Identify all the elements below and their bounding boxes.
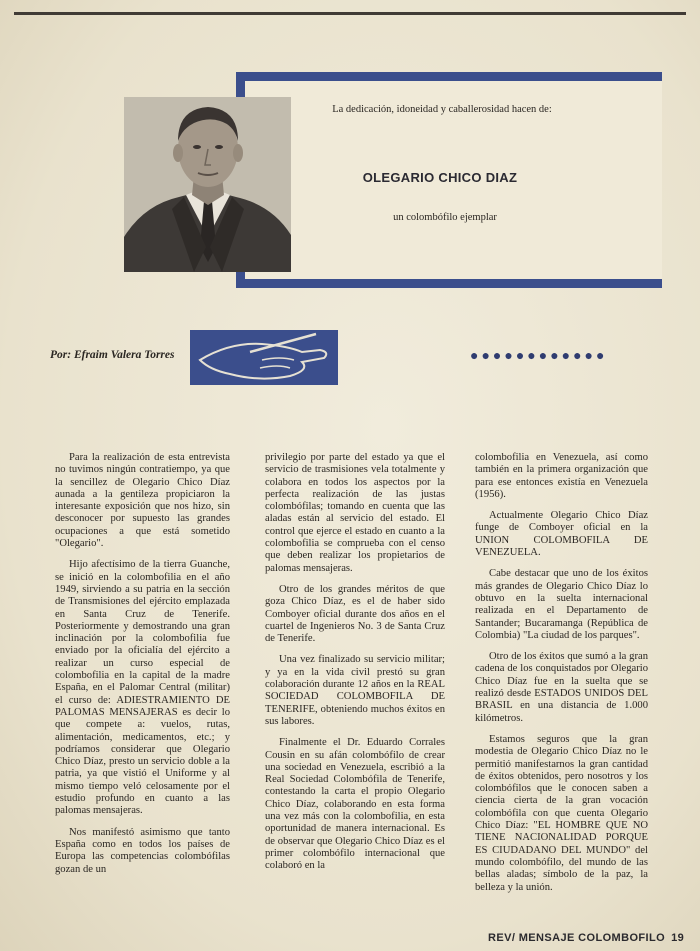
- page-footer: [488, 932, 684, 944]
- paragraph: Estamos seguros que la gran modestia de Olegario Chico Díaz no le permitió manifestarnos la gran cantidad de éxitos obtenidos, pero nosotros y los colombófilos que le conocen saben a ciencia cierta de la gran vocación colombófila con que cuenta Olegario Chico Díaz: "EL HOMBRE QUE NO TIENE NACIONALIDAD PORQUE ES CIUDADANO DEL MUNDO" del mundo colombófilo, del mundo de las bellas aladas; símbolo de la paz, la belleza y la unión.: [475, 733, 648, 893]
- paragraph: Finalmente el Dr. Eduardo Corrales Cousin en su afán colombófilo de crear una sociedad en Venezuela, escribió a la Real Sociedad Colombófila de Tenerife, contestando la carta el propio Olegario Chico Díaz, colaborando en esta forma una vez más con la colombofilia, en esta oportunidad de manera internacional. Es de observar que Olegario Chico Díaz es el primer colombófilo internacional que colaboró en la: [265, 737, 445, 872]
- paragraph: Para la realización de esta entrevista no tuvimos ningún contratiempo, ya que la sencillez de Olegario Chico Díaz aunada a la gentileza propiciaron la interesante exposición que nos hizo, sin desconocer por supuesto las grandes ocupaciones a que está sometido "Olegario".: [55, 452, 230, 550]
- header-intro: La dedicación, idoneidad y caballerosidad hacen de:: [332, 104, 552, 115]
- text-column-1: [55, 452, 230, 885]
- text-column-3: [475, 452, 648, 903]
- paragraph: privilegio por parte del estado ya que el servicio de trasmisiones vela totalmente y colabora en todos los aspectos por la perfecta realización de las justas colombófilas; tomando en cuenta que las aladas están al servicio del estado. El control que ejerce el estado en cuanto a la colombofilia se comprueba con el censo que deben realizar los propietarios de palomas mensajeras.: [265, 452, 445, 574]
- dot-row-ornament: ●●●●●●●●●●●●: [470, 349, 608, 364]
- honoree-name: OLEGARIO CHICO DIAZ: [362, 170, 518, 185]
- page-number: 19: [671, 932, 685, 944]
- paragraph: Otro de los éxitos que sumó a la gran cadena de los conquistados por Olegario Chico Díaz fue en la suelta que se realizó desde ESTADOS UNIDOS DEL BRASIL en una distancia de 1.000 kilómetros.: [475, 651, 648, 724]
- magazine-name: REV/ MENSAJE COLOMBOFILO: [488, 932, 666, 944]
- paragraph: Nos manifestó asimismo que tanto España como en todos los países de Europa las competencias colombófilas gozan de un: [55, 826, 230, 875]
- paragraph: Otro de los grandes méritos de que goza Chico Díaz, es el de haber sido Comboyer oficial durante dos años en el cuartel de Ingenieros No. 3 de Santa Cruz de Tenerife.: [265, 583, 445, 645]
- author-byline: Por: Efraim Valera Torres: [50, 349, 175, 361]
- header-subtitle: un colombófilo ejemplar: [393, 212, 497, 223]
- paragraph: Actualmente Olegario Chico Díaz funge de Comboyer oficial en la UNION COLOMBOFILA DE VENEZUELA.: [475, 510, 648, 559]
- top-rule: [14, 12, 686, 15]
- paragraph: Hijo afectísimo de la tierra Guanche, se inició en la colombofilia en el año 1949, sirviendo a su patria en la sección de Transmisiones del ejército emplazada en Santa Cruz de Tenerife. Posteriormente y demostrando una gran inclinación por la colombofilia fue enviado por la oficialía del ejército a realizar un curso especial de colombofilia en la capital de la madre España, en el Palomar Central (militar) el curso de: ADIESTRAMIENTO DE PALOMAS MENSAJERAS es decir lo que compete a: vuelos, rutas, alimentación, medicamentos, etc.; y podríamos considerar que Olegario Chico Díaz, presto un servicio doble a la patria, ya que vistió el Uniforme y al mismo tiempo veló celosamente por el estudio profundo en cuanto a las palomas mensajeras.: [55, 559, 230, 817]
- writing-hand-icon: [190, 330, 338, 385]
- portrait-photo-icon: [124, 97, 291, 272]
- paragraph: colombofilia en Venezuela, así como también en la primera organización que para ese entonces existía en Venezuela (1956).: [475, 452, 648, 500]
- paragraph: Una vez finalizado su servicio militar; y ya en la vida civil prestó su gran colaboración durante 12 años en la REAL SOCIEDAD COLOMBOFILA DE TENERIFE, obteniendo muchos éxitos en sus labores.: [265, 654, 445, 727]
- text-column-2: [265, 452, 445, 882]
- paragraph: Cabe destacar que uno de los éxitos más grandes de Olegario Chico Díaz lo obtuvo en la suelta internacional realizada en el Departamento de Santander; Bucaramanga (República de Colombia) "La ciudad de los parques".: [475, 568, 648, 641]
- portrait-photo: [124, 97, 291, 272]
